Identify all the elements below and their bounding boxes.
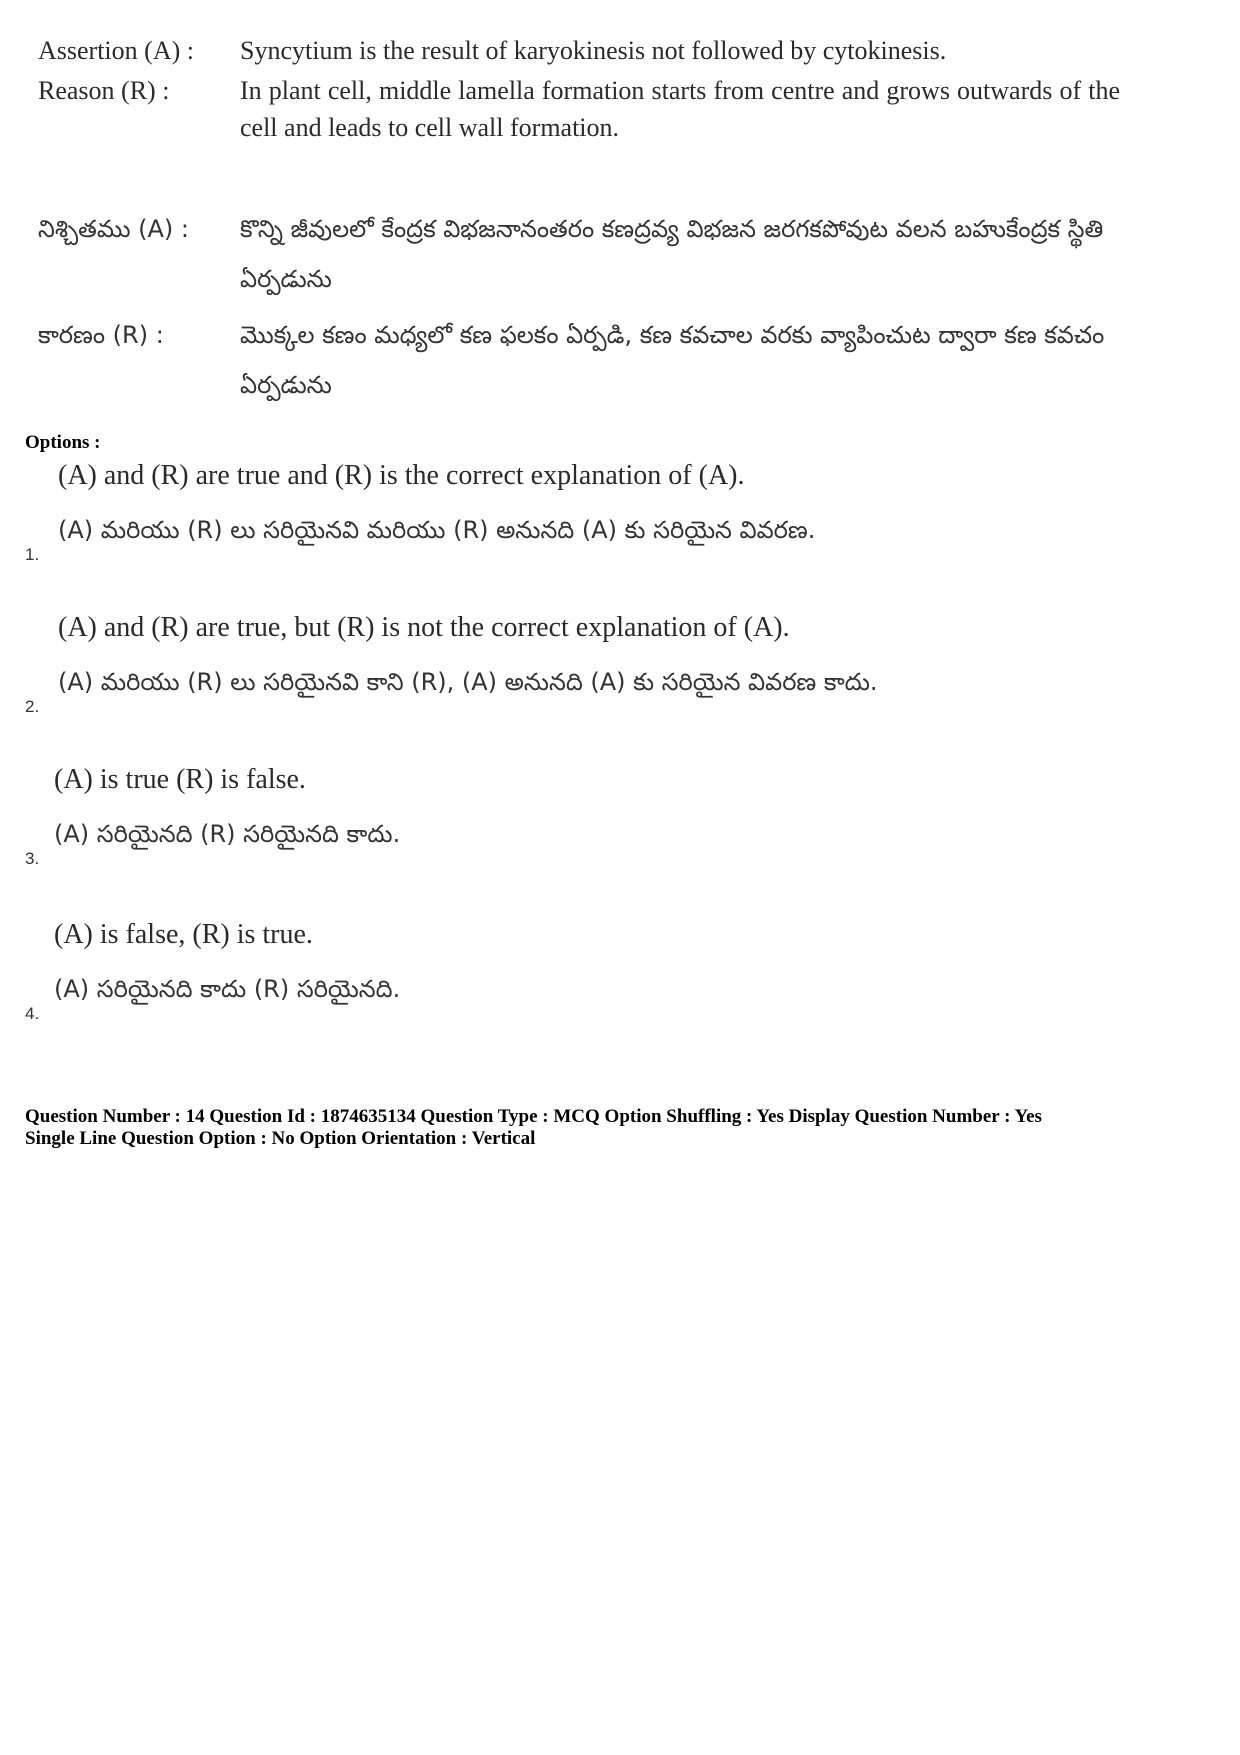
te-reason-text: మొక్కల కణం మధ్యలో కణ ఫలకం ఏర్పడి, కణ కవచాల వరకు వ్యాపించుట ద్వారా కణ కవచం ఏర్పడును [240,321,1105,399]
option-1-number: 1. [25,545,40,564]
option-4-english: (A) is false, (R) is true. [54,919,313,950]
assertion-label: Assertion (A) : [38,36,194,65]
option-3-english: (A) is true (R) is false. [54,764,306,795]
option-3-number: 3. [25,849,40,868]
te-assertion-label: నిశ్చితము (A) : [38,215,190,243]
assertion-row [38,32,1128,69]
option-4-telugu: (A) సరియైనది కాదు (R) సరియైనది. [54,975,401,1003]
options-label: Options : [25,432,101,453]
option-3-telugu: (A) సరియైనది (R) సరియైనది కాదు. [54,820,401,848]
te-reason-row [38,310,1128,410]
te-reason-label: కారణం (R) : [38,321,164,349]
option-1[interactable] [0,455,1240,575]
option-4-number: 4. [25,1004,40,1023]
option-3[interactable] [0,759,1240,879]
te-assertion-row [38,204,1128,304]
question-meta-line-2: Single Line Question Option : No Option Orientation : Vertical [25,1128,536,1149]
option-2-english: (A) and (R) are true, but (R) is not the correct explanation of (A). [58,612,790,643]
reason-row [38,72,1128,146]
reason-label: Reason (R) : [38,76,170,105]
option-2[interactable] [0,607,1240,727]
assertion-text: Syncytium is the result of karyokinesis not followed by cytokinesis. [240,36,947,65]
option-4[interactable] [0,914,1240,1034]
option-1-english: (A) and (R) are true and (R) is the correct explanation of (A). [58,460,745,491]
reason-text: In plant cell, middle lamella formation starts from centre and grows outwards of the cell and leads to cell wall formation. [240,76,1120,142]
option-2-number: 2. [25,697,40,716]
te-assertion-text: కొన్ని జీవులలో కేంద్రక విభజనానంతరం కణద్రవ్య విభజన జరగకపోవుట వలన బహుకేంద్రక స్థితి ఏర్పడును [240,215,1104,293]
question-meta-line-1: Question Number : 14 Question Id : 1874635134 Question Type : MCQ Option Shuffling : Yes Display Question Number : Yes [25,1106,1042,1127]
option-2-telugu: (A) మరియు (R) లు సరియైనవి కాని (R), (A) అనునది (A) కు సరియైన వివరణ కాదు. [58,668,878,696]
option-1-telugu: (A) మరియు (R) లు సరియైనవి మరియు (R) అనునది (A) కు సరియైన వివరణ. [58,516,816,544]
